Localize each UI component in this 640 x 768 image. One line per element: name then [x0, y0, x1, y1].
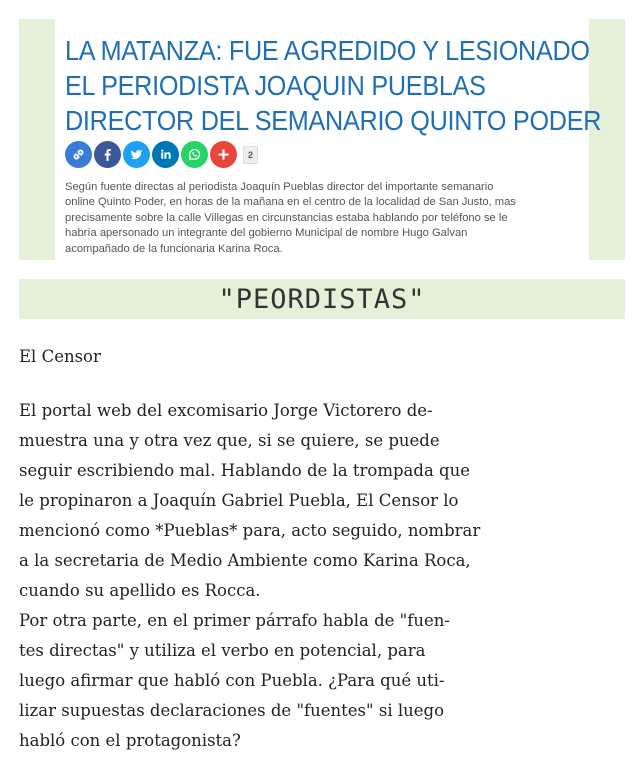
share-count-badge: 2 — [243, 146, 258, 164]
linkedin-icon — [157, 146, 174, 163]
headline-line: DIRECTOR DEL SEMANARIO QUINTO PODER — [65, 105, 602, 136]
body-line: mencionó como *Pueblas* para, acto seguido, nombrar — [19, 521, 481, 540]
body-line: le propinaron a Joaquín Gabriel Puebla, El Censor lo — [19, 491, 459, 510]
headline-line: LA MATANZA: FUE AGREDIDO Y LESIONADO — [65, 35, 590, 66]
excerpt-line: acompañado de la funcionaria Karina Roca. — [65, 242, 283, 255]
author-byline: El Censor — [19, 347, 101, 366]
body-line: tes directas" y utiliza el verbo en potencial, para — [19, 641, 426, 660]
whatsapp-icon — [186, 146, 203, 163]
share-bar — [65, 141, 258, 168]
body-line: lizar supuestas declaraciones de "fuentes" si luego — [19, 701, 445, 720]
excerpt-line: online Quinto Poder, en horas de la mañana en el centro de la localidad de San Justo, mas — [65, 196, 516, 209]
whatsapp-share-button[interactable] — [181, 141, 208, 168]
link-share-button[interactable] — [65, 141, 92, 168]
facebook-icon — [99, 146, 116, 163]
article-panel — [55, 19, 602, 260]
body-line: habló con el protagonista? — [19, 731, 241, 750]
body-line: muestra una y otra vez que, si se quiere, se puede — [19, 431, 440, 450]
body-line: luego afirmar que habló con Puebla. ¿Para qué uti- — [19, 671, 445, 690]
article-headline[interactable] — [65, 33, 602, 138]
facebook-share-button[interactable] — [94, 141, 121, 168]
excerpt-line: Según fuente directas al periodista Joaquín Pueblas director del importante semanario — [65, 181, 494, 193]
body-line: a la secretaria de Medio Ambiente como Karina Roca, — [19, 551, 471, 570]
link-icon — [70, 146, 87, 163]
body-line: seguir escribiendo mal. Hablando de la trompada que — [19, 461, 470, 480]
banner-title: "PEORDISTAS" — [218, 283, 426, 315]
section-banner — [19, 279, 625, 319]
twitter-share-button[interactable] — [123, 141, 150, 168]
excerpt-line: habría apersonado un integrante del gobierno Municipal de nombre Hugo Galvan — [65, 227, 468, 240]
body-line: El portal web del excomisario Jorge Victorero de- — [19, 401, 433, 420]
body-line: cuando su apellido es Rocca. — [19, 581, 261, 600]
article-body — [19, 396, 629, 756]
headline-line: EL PERIODISTA JOAQUIN PUEBLAS — [65, 70, 486, 101]
article-excerpt — [65, 180, 585, 257]
more-share-button[interactable] — [210, 141, 237, 168]
plus-icon — [215, 146, 232, 163]
embedded-article-screenshot — [19, 19, 625, 260]
twitter-icon — [128, 146, 145, 163]
body-line: Por otra parte, en el primer párrafo habla de "fuen- — [19, 611, 450, 630]
linkedin-share-button[interactable] — [152, 141, 179, 168]
excerpt-line: precisamente sobre la calle Villegas en circunstancias estaba hablando por teléfono se le — [65, 211, 508, 224]
